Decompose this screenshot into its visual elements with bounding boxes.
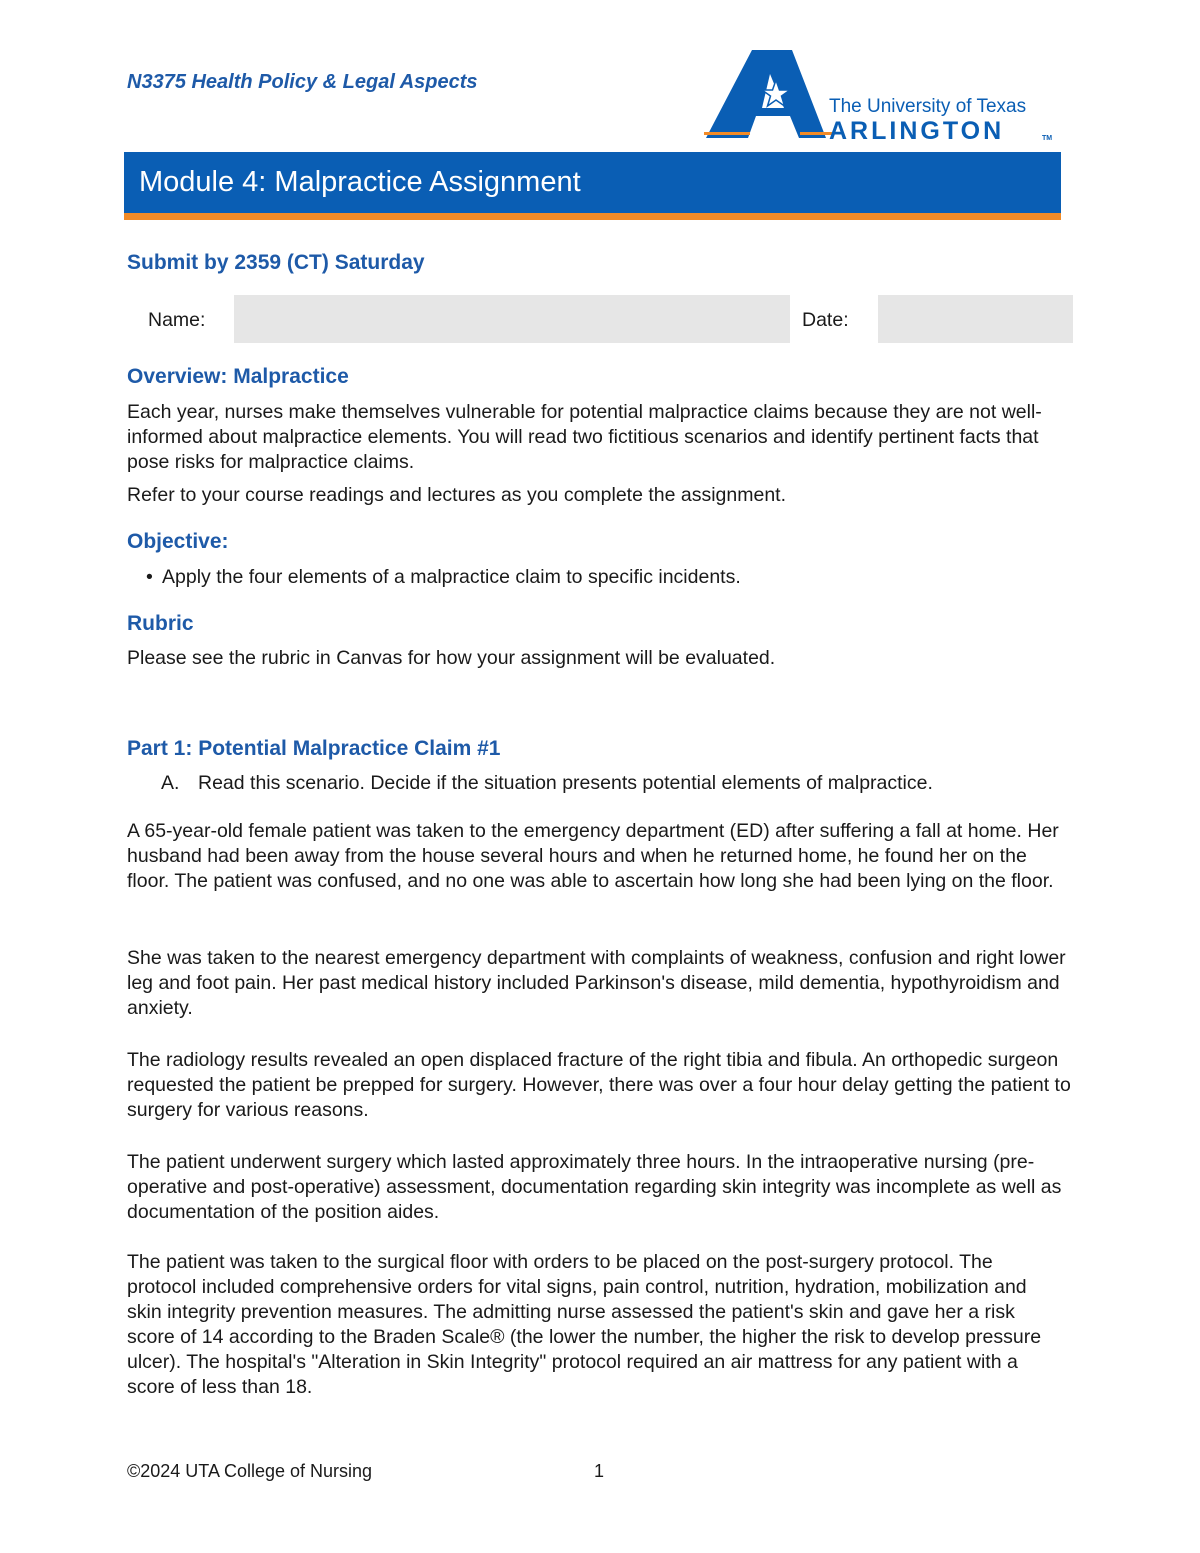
name-label: Name:	[148, 309, 206, 331]
overview-paragraph: Each year, nurses make themselves vulnerable for potential malpractice claims because they are not well-informed about malpractice elements. You will read two fictitious scenarios and identify pertinent facts that pose risks for malpractice claims.	[127, 401, 1042, 473]
submit-deadline: Submit by 2359 (CT) Saturday	[127, 251, 425, 274]
scenario-paragraph-4: The patient underwent surgery which lasted approximately three hours. In the intraoperative nursing (pre-operative and post-operative) assessment, documentation regarding skin integrity was incomplete as well as documentation of the position aides.	[127, 1151, 1062, 1223]
logo-line1: The University of Texas	[829, 96, 1027, 117]
scenario-paragraph-3: The radiology results revealed an open displaced fracture of the right tibia and fibula. An orthopedic surgeon requested the patient be prepped for surgery. However, there was over a four hour delay getting the patient to surgery for various reasons.	[127, 1049, 1071, 1121]
objective-bullet-item	[146, 566, 741, 589]
bullet-marker: •	[146, 566, 153, 588]
objective-text: Apply the four elements of a malpractice claim to specific incidents.	[162, 566, 741, 588]
uta-logo	[704, 46, 1064, 146]
name-field[interactable]	[234, 295, 790, 343]
overview-paragraph-2: Refer to your course readings and lectures as you complete the assignment.	[127, 484, 787, 506]
date-label: Date:	[802, 309, 849, 331]
course-title: N3375 Health Policy & Legal Aspects	[127, 71, 478, 93]
rubric-text: Please see the rubric in Canvas for how your assignment will be evaluated.	[127, 647, 776, 669]
step-text: Read this scenario. Decide if the situation presents potential elements of malpractice.	[198, 772, 933, 794]
date-field[interactable]	[878, 295, 1073, 343]
logo-orange-line	[704, 132, 750, 135]
footer-page-number: 1	[594, 1461, 605, 1481]
scenario-paragraph-5: The patient was taken to the surgical floor with orders to be placed on the post-surgery protocol. The protocol included comprehensive orders for vital signs, pain control, nutrition, hydration, mobilization and skin integrity prevention measures. The admitting nurse assessed the patient's skin and gave her a risk score of 14 according to the Braden Scale® (the lower the number, the higher the risk to develop pressure ulcer). The hospital's "Alteration in Skin Integrity" protocol required an air mattress for any patient with a score of less than 18.	[127, 1251, 1042, 1398]
logo-orange-line-2	[800, 132, 832, 135]
rubric-heading: Rubric	[127, 612, 194, 635]
scenario-paragraph-1: A 65-year-old female patient was taken to the emergency department (ED) after suffering a fall at home. Her husband had been away from the house several hours and when he returned home, he found her on the floor. The patient was confused, and no one was able to ascertain how long she had been lying on the floor.	[127, 820, 1059, 892]
part1-step-a	[161, 772, 933, 795]
step-marker: A.	[161, 772, 180, 794]
logo-line2: ARLINGTON	[829, 117, 1005, 145]
footer-copyright: ©2024 UTA College of Nursing	[127, 1461, 373, 1481]
part1-heading: Part 1: Potential Malpractice Claim #1	[127, 737, 501, 760]
scenario-paragraph-2: She was taken to the nearest emergency department with complaints of weakness, confusion and right lower leg and foot pain. Her past medical history included Parkinson's disease, mild dementia, hypothyroidism and anxiety.	[127, 947, 1066, 1019]
module-title: Module 4: Malpractice Assignment	[139, 166, 581, 198]
logo-tm: TM	[1042, 135, 1053, 142]
objective-heading: Objective:	[127, 530, 229, 553]
module-title-banner	[124, 152, 1061, 220]
overview-heading: Overview: Malpractice	[127, 365, 349, 388]
